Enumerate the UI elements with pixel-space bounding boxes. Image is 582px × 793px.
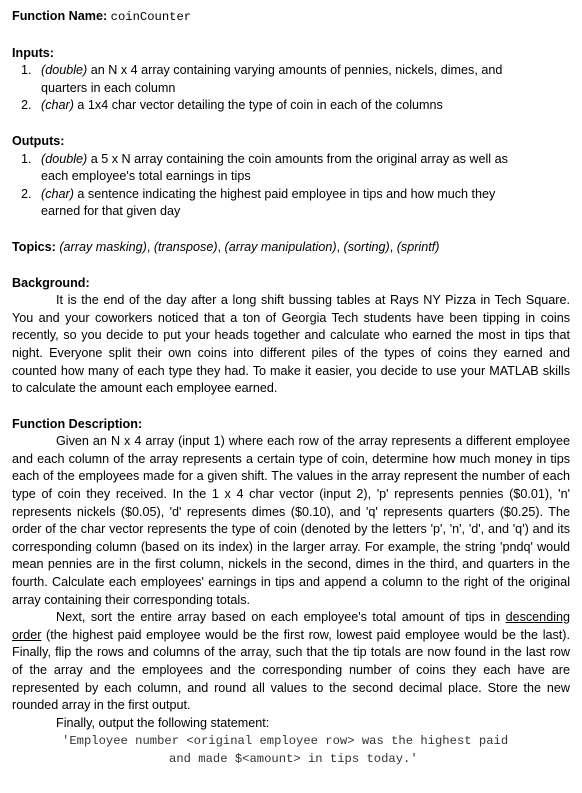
output-text-cont: each employee's total earnings in tips — [41, 169, 251, 184]
list-number: 2. — [21, 98, 32, 113]
input-type: (char) — [41, 98, 74, 113]
topic-item: (transpose) — [153, 239, 218, 254]
output-type: (char) — [41, 186, 74, 201]
list-number: 2. — [21, 186, 32, 201]
outputs-title: Outputs: — [12, 133, 65, 148]
input-text: a 1x4 char vector detailing the type of coin in each of the columns — [73, 98, 443, 113]
inputs-section — [12, 45, 570, 115]
topic-item: (sorting) — [343, 239, 390, 254]
background-paragraph: It is the end of the day after a long shift bussing tables at Rays NY Pizza in Tech Square. You and your coworkers noticed that a ton of Georgia Tech students have been tipping in coins recently, so you decide to put your heads together and calculate who earned the most in tips that night. Everyone split their own coins into different piles of the types of coins they earned and counted how many of each type they had. To make it easier, you decide to use your MATLAB skills to calculate the amount each employee earned. — [12, 293, 570, 396]
background-title: Background: — [12, 275, 90, 290]
function-name-line — [12, 8, 570, 27]
p2-text-b: (the highest paid employee would be the first row, lowest paid employee would be the last). Finally, flip the rows and columns of the array, such that the tip totals are now found in the last row of the array and the employees and the corresponding number of coins they each have are represented by each column, and round all values to the second decimal place. Store the new rounded array in the first output. — [12, 627, 570, 713]
input-type: (double) — [41, 63, 88, 78]
inputs-list — [12, 62, 570, 115]
description-section — [12, 416, 570, 769]
outputs-item-2 — [12, 186, 570, 221]
description-paragraph-3: Finally, output the following statement: — [56, 715, 270, 730]
inputs-item-2 — [12, 97, 570, 115]
inputs-item-1 — [12, 62, 570, 97]
p2-text-a: Next, sort the entire array based on each employee's total amount of tips in — [56, 610, 506, 625]
topics-label: Topics: — [12, 239, 56, 254]
input-text: an N x 4 array containing varying amounts of pennies, nickels, dimes, and — [87, 63, 503, 78]
code-line-1: 'Employee number <original employee row> was the highest paid — [62, 734, 509, 749]
output-text-cont: earned for that given day — [41, 204, 181, 219]
topic-item: (array manipulation) — [224, 239, 337, 254]
description-title: Function Description: — [12, 416, 143, 431]
list-number: 1. — [21, 63, 32, 78]
output-text: a sentence indicating the highest paid employee in tips and how much they — [73, 186, 496, 201]
description-paragraph-2 — [12, 609, 570, 715]
p2-underlined: descending order — [12, 610, 570, 642]
topic-item: (array masking) — [59, 239, 147, 254]
topic-item: (sprintf) — [396, 239, 440, 254]
output-text: a 5 x N array containing the coin amounts from the original array as well as — [87, 151, 508, 166]
input-text-cont: quarters in each column — [41, 80, 176, 95]
output-type: (double) — [41, 151, 88, 166]
description-paragraph-1: Given an N x 4 array (input 1) where each row of the array represents a different employee and each column of the array represents a certain type of coin, determine how much money in tips each of the employees made for a given shift. The values in the array represent the number of each type of coin they received. In the 1 x 4 char vector (input 2), 'p' represents pennies ($0.01), 'n' represents nickels ($0.05), 'd' represents dimes ($0.10), and 'q' represents quarters ($0.25). The order of the char vector represents the type of coin (denoted by the letters 'p', 'n', 'd', and 'q') and its corresponding column (based on its index) in the larger array. For example, the string 'pndq' would mean pennies are in the first column, nickels in the second, dimes in the third, and quarters in the fourth. Calculate each employees' earnings in tips and append a column to the right of the original array containing their corresponding totals. — [12, 434, 570, 607]
document-page — [12, 6, 570, 768]
function-name-value: coinCounter — [110, 10, 192, 24]
background-section — [12, 275, 570, 398]
outputs-item-1 — [12, 151, 570, 186]
function-name-label: Function Name: — [12, 9, 108, 23]
topics-line: Topics: (array masking), (transpose), (array manipulation), (sorting), (sprintf) — [12, 239, 440, 254]
outputs-section — [12, 133, 570, 221]
inputs-title: Inputs: — [12, 45, 54, 60]
code-statement — [12, 732, 570, 768]
outputs-list — [12, 151, 570, 221]
list-number: 1. — [21, 151, 32, 166]
code-line-2: and made $<amount> in tips today.' — [169, 752, 418, 767]
